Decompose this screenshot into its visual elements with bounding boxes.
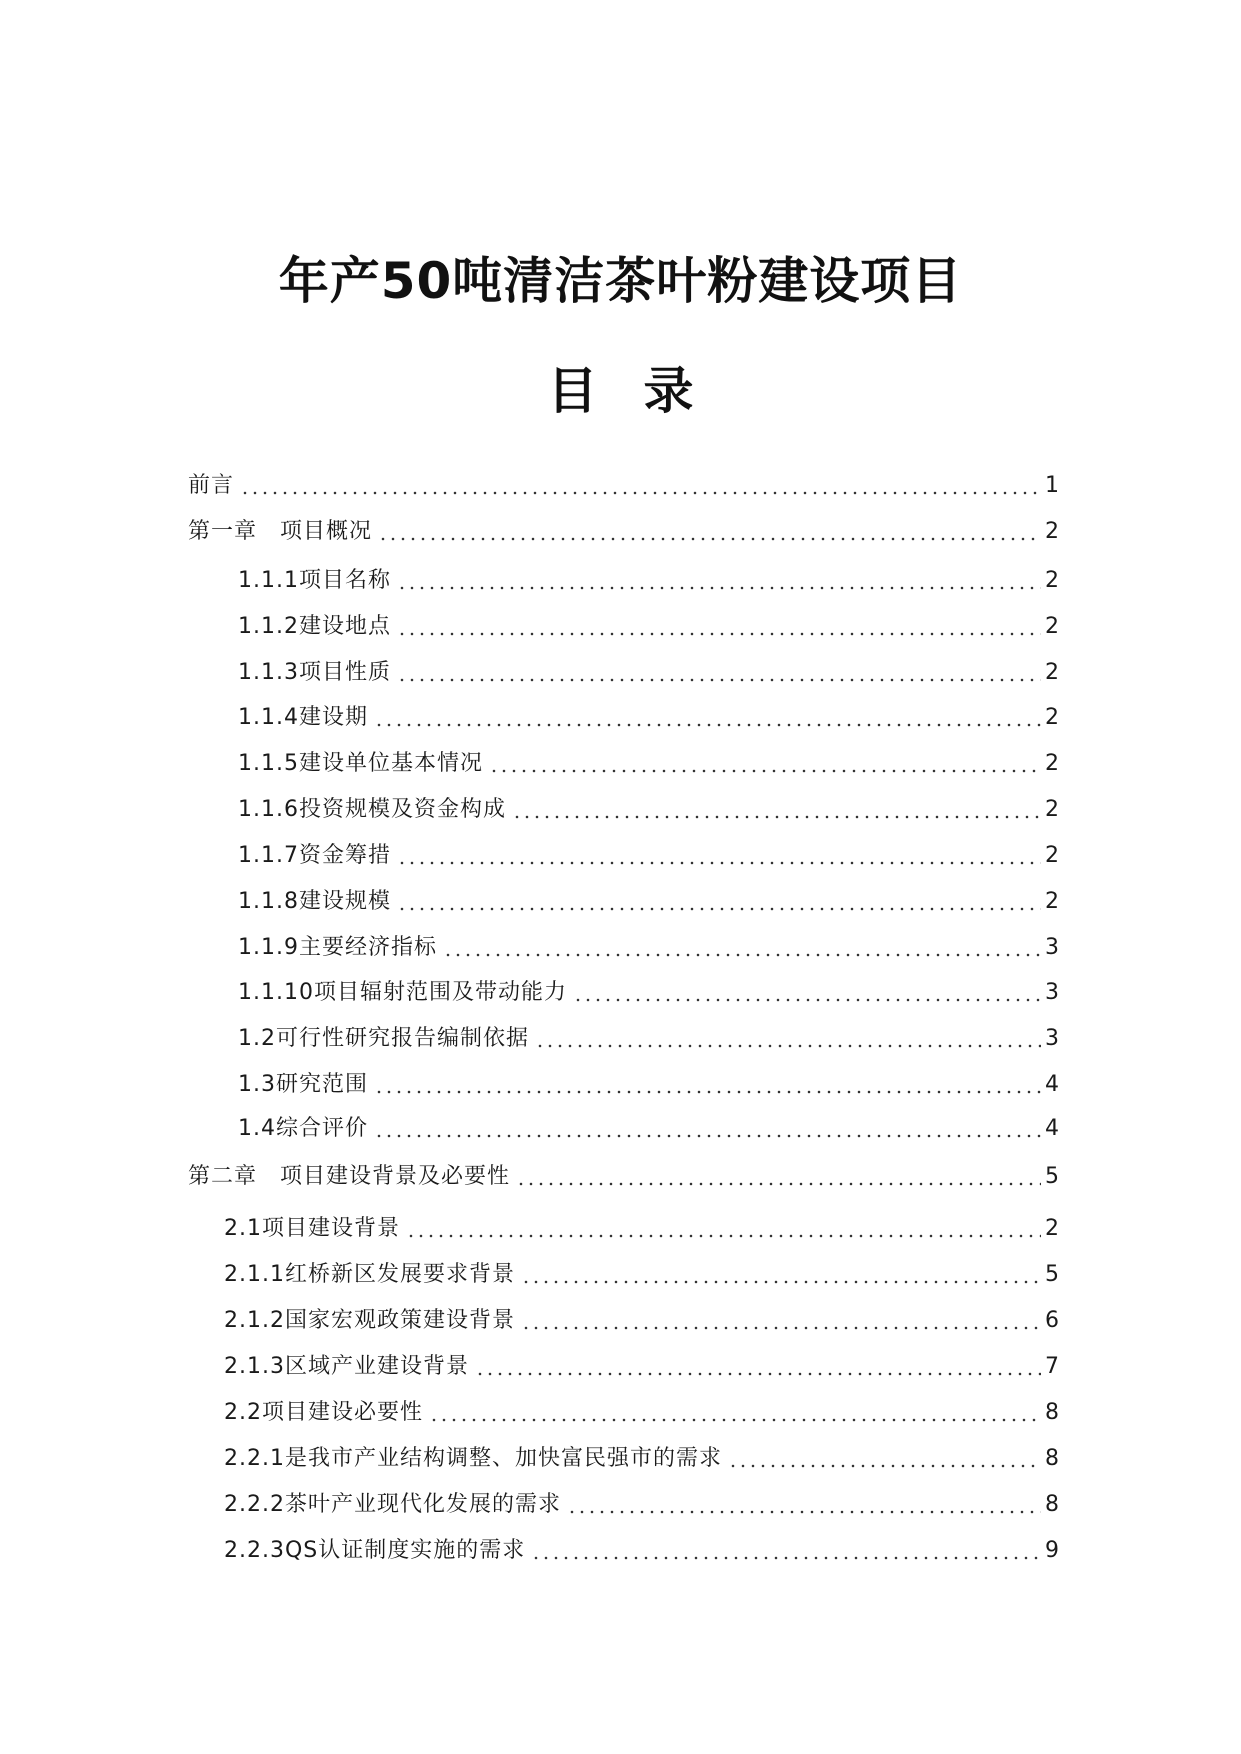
toc-entry[interactable] (188, 1161, 1059, 1193)
toc-entry-page: 6 (1045, 1308, 1059, 1333)
toc-entry-page: 3 (1045, 1026, 1059, 1051)
toc-dot-leader (521, 1279, 1041, 1285)
toc-entry[interactable] (238, 1113, 1059, 1145)
toc-entry-page: 7 (1045, 1354, 1059, 1379)
toc-entry[interactable] (188, 516, 1059, 548)
toc-entry[interactable] (238, 702, 1059, 734)
toc-entry-page: 8 (1045, 1492, 1059, 1517)
toc-entry[interactable] (238, 611, 1059, 643)
toc-entry[interactable] (188, 470, 1059, 502)
toc-entry-label: 2.2项目建设必要性 (224, 1400, 423, 1425)
toc-entry-label: 1.1.9主要经济指标 (238, 935, 437, 960)
toc-dot-leader (374, 1133, 1041, 1139)
toc-entry-label: 1.2可行性研究报告编制依据 (238, 1026, 529, 1051)
toc-entry-label: 2.2.3QS认证制度实施的需求 (224, 1538, 526, 1563)
toc-entry-label: 1.4综合评价 (238, 1116, 368, 1141)
toc-entry-page: 2 (1045, 614, 1059, 639)
toc-dot-leader (728, 1463, 1041, 1469)
toc-entry-page: 1 (1045, 473, 1059, 498)
toc-dot-leader (397, 585, 1041, 591)
toc-entry-label: 1.3研究范围 (238, 1072, 368, 1097)
toc-dot-leader (397, 860, 1041, 866)
toc-entry-page: 2 (1045, 660, 1059, 685)
toc-dot-leader (397, 631, 1041, 637)
toc-entry[interactable] (224, 1305, 1059, 1337)
toc-dot-leader (512, 814, 1041, 820)
toc-entry-label: 2.1项目建设背景 (224, 1216, 400, 1241)
toc-dot-leader (531, 1555, 1041, 1561)
toc-dot-leader (429, 1417, 1041, 1423)
toc-entry-page: 4 (1045, 1072, 1059, 1097)
toc-entry-label: 1.1.2建设地点 (238, 614, 391, 639)
toc-entry-label: 2.2.1是我市产业结构调整、加快富民强市的需求 (224, 1446, 722, 1471)
toc-entry[interactable] (224, 1489, 1059, 1521)
toc-entry-label: 2.2.2茶叶产业现代化发展的需求 (224, 1492, 561, 1517)
toc-entry-label: 1.1.7资金筹措 (238, 843, 391, 868)
toc-heading: 目录 (547, 361, 740, 420)
toc-entry[interactable] (238, 1023, 1059, 1055)
toc-entry-page: 2 (1045, 797, 1059, 822)
toc-entry-label: 1.1.4建设期 (238, 705, 368, 730)
toc-dot-leader (374, 1089, 1041, 1095)
toc-entry[interactable] (224, 1351, 1059, 1383)
toc-dot-leader (378, 536, 1041, 542)
toc-entry-label: 第二章 项目建设背景及必要性 (188, 1164, 511, 1189)
toc-entry-page: 2 (1045, 889, 1059, 914)
toc-entry-label: 1.1.3项目性质 (238, 660, 391, 685)
toc-entry[interactable] (224, 1213, 1059, 1245)
toc-entry[interactable] (224, 1397, 1059, 1429)
toc-dot-leader (475, 1371, 1041, 1377)
toc-entry-label: 2.1.3区域产业建设背景 (224, 1354, 469, 1379)
toc-entry[interactable] (238, 657, 1059, 689)
toc-entry-label: 2.1.2国家宏观政策建设背景 (224, 1308, 515, 1333)
toc-entry-page: 3 (1045, 980, 1059, 1005)
toc-entry-label: 第一章 项目概况 (188, 519, 373, 544)
toc-entry-label: 1.1.1项目名称 (238, 568, 391, 593)
toc-entry-page: 8 (1045, 1446, 1059, 1471)
toc-entry-label: 2.1.1红桥新区发展要求背景 (224, 1262, 515, 1287)
toc-entry[interactable] (238, 977, 1059, 1009)
toc-dot-leader (535, 1043, 1041, 1049)
toc-entry[interactable] (238, 932, 1059, 964)
toc-entry-label: 1.1.8建设规模 (238, 889, 391, 914)
toc-entry-page: 5 (1045, 1164, 1059, 1189)
toc-entry-page: 4 (1045, 1116, 1059, 1141)
toc-entry[interactable] (238, 886, 1059, 918)
toc-entry-page: 2 (1045, 751, 1059, 776)
toc-dot-leader (374, 722, 1041, 728)
toc-dot-leader (406, 1233, 1041, 1239)
toc-dot-leader (573, 997, 1041, 1003)
toc-entry-page: 8 (1045, 1400, 1059, 1425)
toc-entry-page: 2 (1045, 1216, 1059, 1241)
document-title: 年产50吨清洁茶叶粉建设项目 (278, 251, 963, 310)
toc-dot-leader (240, 490, 1041, 496)
toc-dot-leader (443, 952, 1041, 958)
toc-dot-leader (489, 768, 1041, 774)
toc-dot-leader (567, 1509, 1041, 1515)
toc-entry[interactable] (238, 748, 1059, 780)
toc-entry[interactable] (238, 565, 1059, 597)
toc-dot-leader (397, 906, 1041, 912)
toc-entry-page: 2 (1045, 705, 1059, 730)
toc-dot-leader (521, 1325, 1041, 1331)
toc-entry[interactable] (224, 1259, 1059, 1291)
toc-entry[interactable] (238, 794, 1059, 826)
toc-entry-label: 1.1.5建设单位基本情况 (238, 751, 483, 776)
toc-entry-page: 9 (1045, 1538, 1059, 1563)
toc-dot-leader (516, 1181, 1041, 1187)
toc-entry-label: 1.1.6投资规模及资金构成 (238, 797, 506, 822)
toc-entry-label: 前言 (188, 473, 235, 498)
toc-entry-page: 5 (1045, 1262, 1059, 1287)
toc-entry-page: 2 (1045, 568, 1059, 593)
toc-entry[interactable] (224, 1535, 1059, 1567)
toc-entry[interactable] (224, 1443, 1059, 1475)
toc-entry-page: 2 (1045, 519, 1059, 544)
toc-entry-page: 3 (1045, 935, 1059, 960)
toc-dot-leader (397, 677, 1041, 683)
toc-entry-page: 2 (1045, 843, 1059, 868)
toc-entry[interactable] (238, 840, 1059, 872)
toc-entry-label: 1.1.10项目辐射范围及带动能力 (238, 980, 567, 1005)
toc-entry[interactable] (238, 1069, 1059, 1101)
